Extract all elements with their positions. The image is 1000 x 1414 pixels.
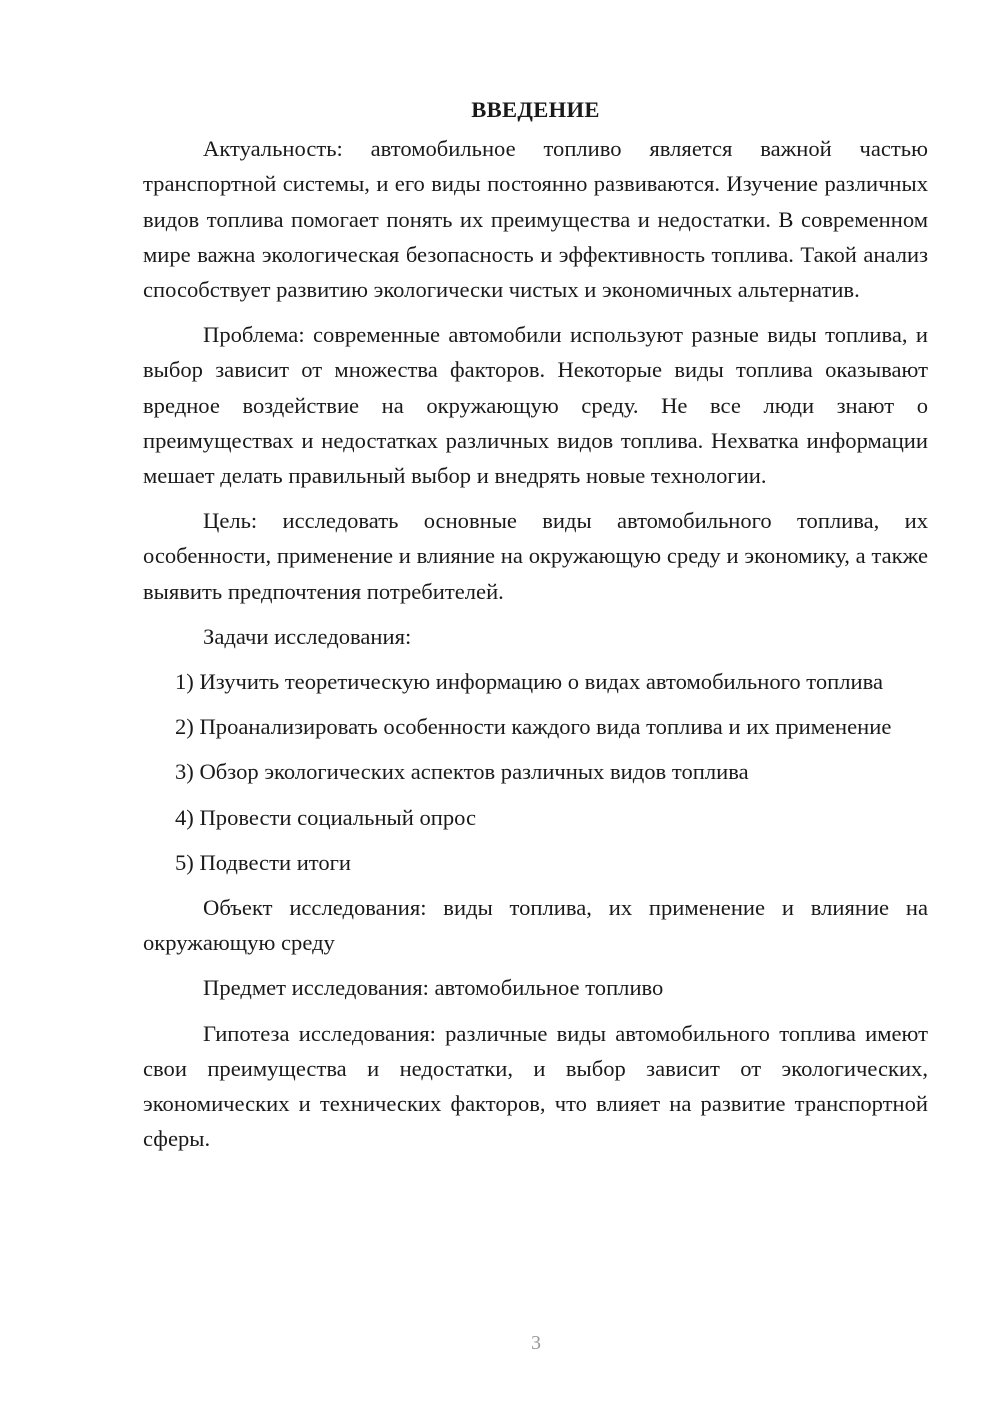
paragraph-relevance: Актуальность: автомобильное топливо является важной частью транспортной системы, и его виды постоянно развиваются. Изучение различных видов топлива помогает понять их преимущества и недостатки. В современном мире важна экологическая безопасность и эффективность топлива. Такой анализ способствует развитию экологически чистых и экономичных альтернатив. [143,136,928,303]
paragraph-object: Объект исследования: виды топлива, их применение и влияние на окружающую среду [143,895,928,956]
paragraph-problem: Проблема: современные автомобили используют разные виды топлива, и выбор зависит от множества факторов. Некоторые виды топлива оказывают вредное воздействие на окружающую среду. Не все люди знают о преимуществах и недостатках различных видов топлива. Нехватка информации мешает делать правильный выбор и внедрять новые технологии. [143,322,928,489]
paragraph-goal: Цель: исследовать основные виды автомобильного топлива, их особенности, применение и влияние на окружающую среду и экономику, а также выявить предпочтения потребителей. [143,508,928,604]
task-item-4: 4) Провести социальный опрос [175,804,477,830]
document-page [143,92,928,1156]
section-title: ВВЕДЕНИЕ [471,97,600,122]
paragraph-subject: Предмет исследования: автомобильное топливо [203,975,664,1001]
task-item-2: 2) Проанализировать особенности каждого вида топлива и их применение [175,714,892,740]
task-item-3: 3) Обзор экологических аспектов различных видов топлива [175,759,749,785]
paragraph-hypothesis: Гипотеза исследования: различные виды автомобильного топлива имеют свои преимущества и недостатки, и выбор зависит от экологических, экономических и технических факторов, что влияет на развитие транспортной сферы. [143,1020,928,1152]
page-number: 3 [531,1332,541,1354]
task-item-1: 1) Изучить теоретическую информацию о видах автомобильного топлива [175,669,883,695]
task-item-5: 5) Подвести итоги [175,849,352,875]
tasks-heading: Задачи исследования: [203,623,412,649]
